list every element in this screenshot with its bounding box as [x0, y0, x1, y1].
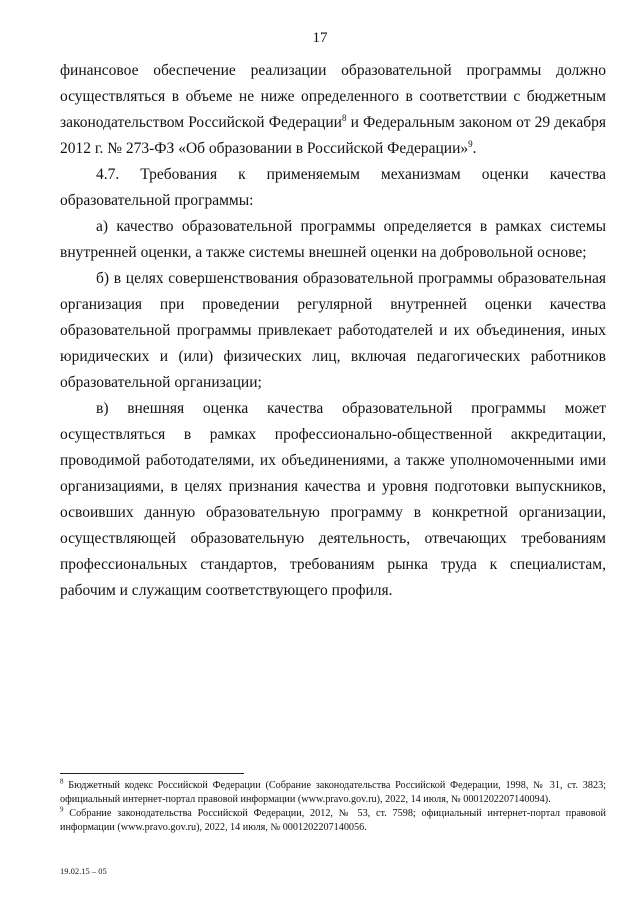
paragraph-item-b: б) в целях совершенствования образовательной программы образовательная организация при проведении регулярной внутренней оценки качества образовательной программы привлекает работодателей и их объединения, иных юридических и (или) физических лиц, включая педагогических работников образовательной организации; — [60, 270, 606, 391]
document-code: 19.02.15 – 05 — [60, 866, 107, 876]
footnote-8 — [60, 779, 606, 807]
footnote-ref-9: 9 — [468, 138, 473, 149]
footnote-9 — [60, 807, 606, 835]
paragraph-item-a: а) качество образовательной программы определяется в рамках системы внутренней оценки, а также системы внешней оценки на добровольной основе; — [60, 218, 606, 261]
footnote-divider — [60, 773, 244, 774]
paragraph-funding-end: . — [472, 140, 477, 157]
footnote-8-text: Бюджетный кодекс Российской Федерации (Собрание законодательства Российской Федерации, 1998, № 31, ст. 3823; официальный интернет-портал правовой информации (www.pravo.gov.ru), 2022, 14 июля, № 0001202207140094). — [60, 780, 606, 805]
footnote-9-text: Собрание законодательства Российской Федерации, 2012, № 53, ст. 7598; официальный интернет-портал правовой информации (www.pravo.gov.ru), 2022, 14 июля, № 0001202207140056. — [60, 808, 606, 833]
paragraph-section-4-7: 4.7. Требования к применяемым механизмам оценки качества образовательной программы: — [60, 166, 606, 209]
paragraph-item-v: в) внешняя оценка качества образовательной программы может осуществляться в рамках профессионально-общественной аккредитации, проводимой работодателями, их объединениями, а также уполномоченными ими организациями, в целях признания качества и уровня подготовки выпускников, освоивших данную образовательную программу в конкретной организации, осуществляющей образовательную деятельность, отвечающих требованиям профессиональных стандартов, требованиям рынка труда к специалистам, рабочим и служащим соответствующего профиля. — [60, 400, 606, 599]
paragraph-funding-tail: и Федеральным законом от 29 декабря 2012 г. № 273-ФЗ «Об образовании в Российской Федерации» — [60, 114, 606, 157]
footnotes — [60, 779, 606, 835]
page-number: 17 — [312, 30, 328, 46]
footnote-mark-8: 8 — [60, 777, 64, 786]
footnote-ref-8: 8 — [341, 112, 347, 123]
paragraph-funding — [60, 58, 606, 162]
document-body — [60, 58, 606, 604]
paragraph-funding-text: финансовое обеспечение реализации образовательной программы должно осуществляться в объеме не ниже определенного в соответствии с бюджетным законодательством Российской Федерации — [60, 62, 606, 131]
footnote-mark-9: 9 — [60, 805, 64, 814]
